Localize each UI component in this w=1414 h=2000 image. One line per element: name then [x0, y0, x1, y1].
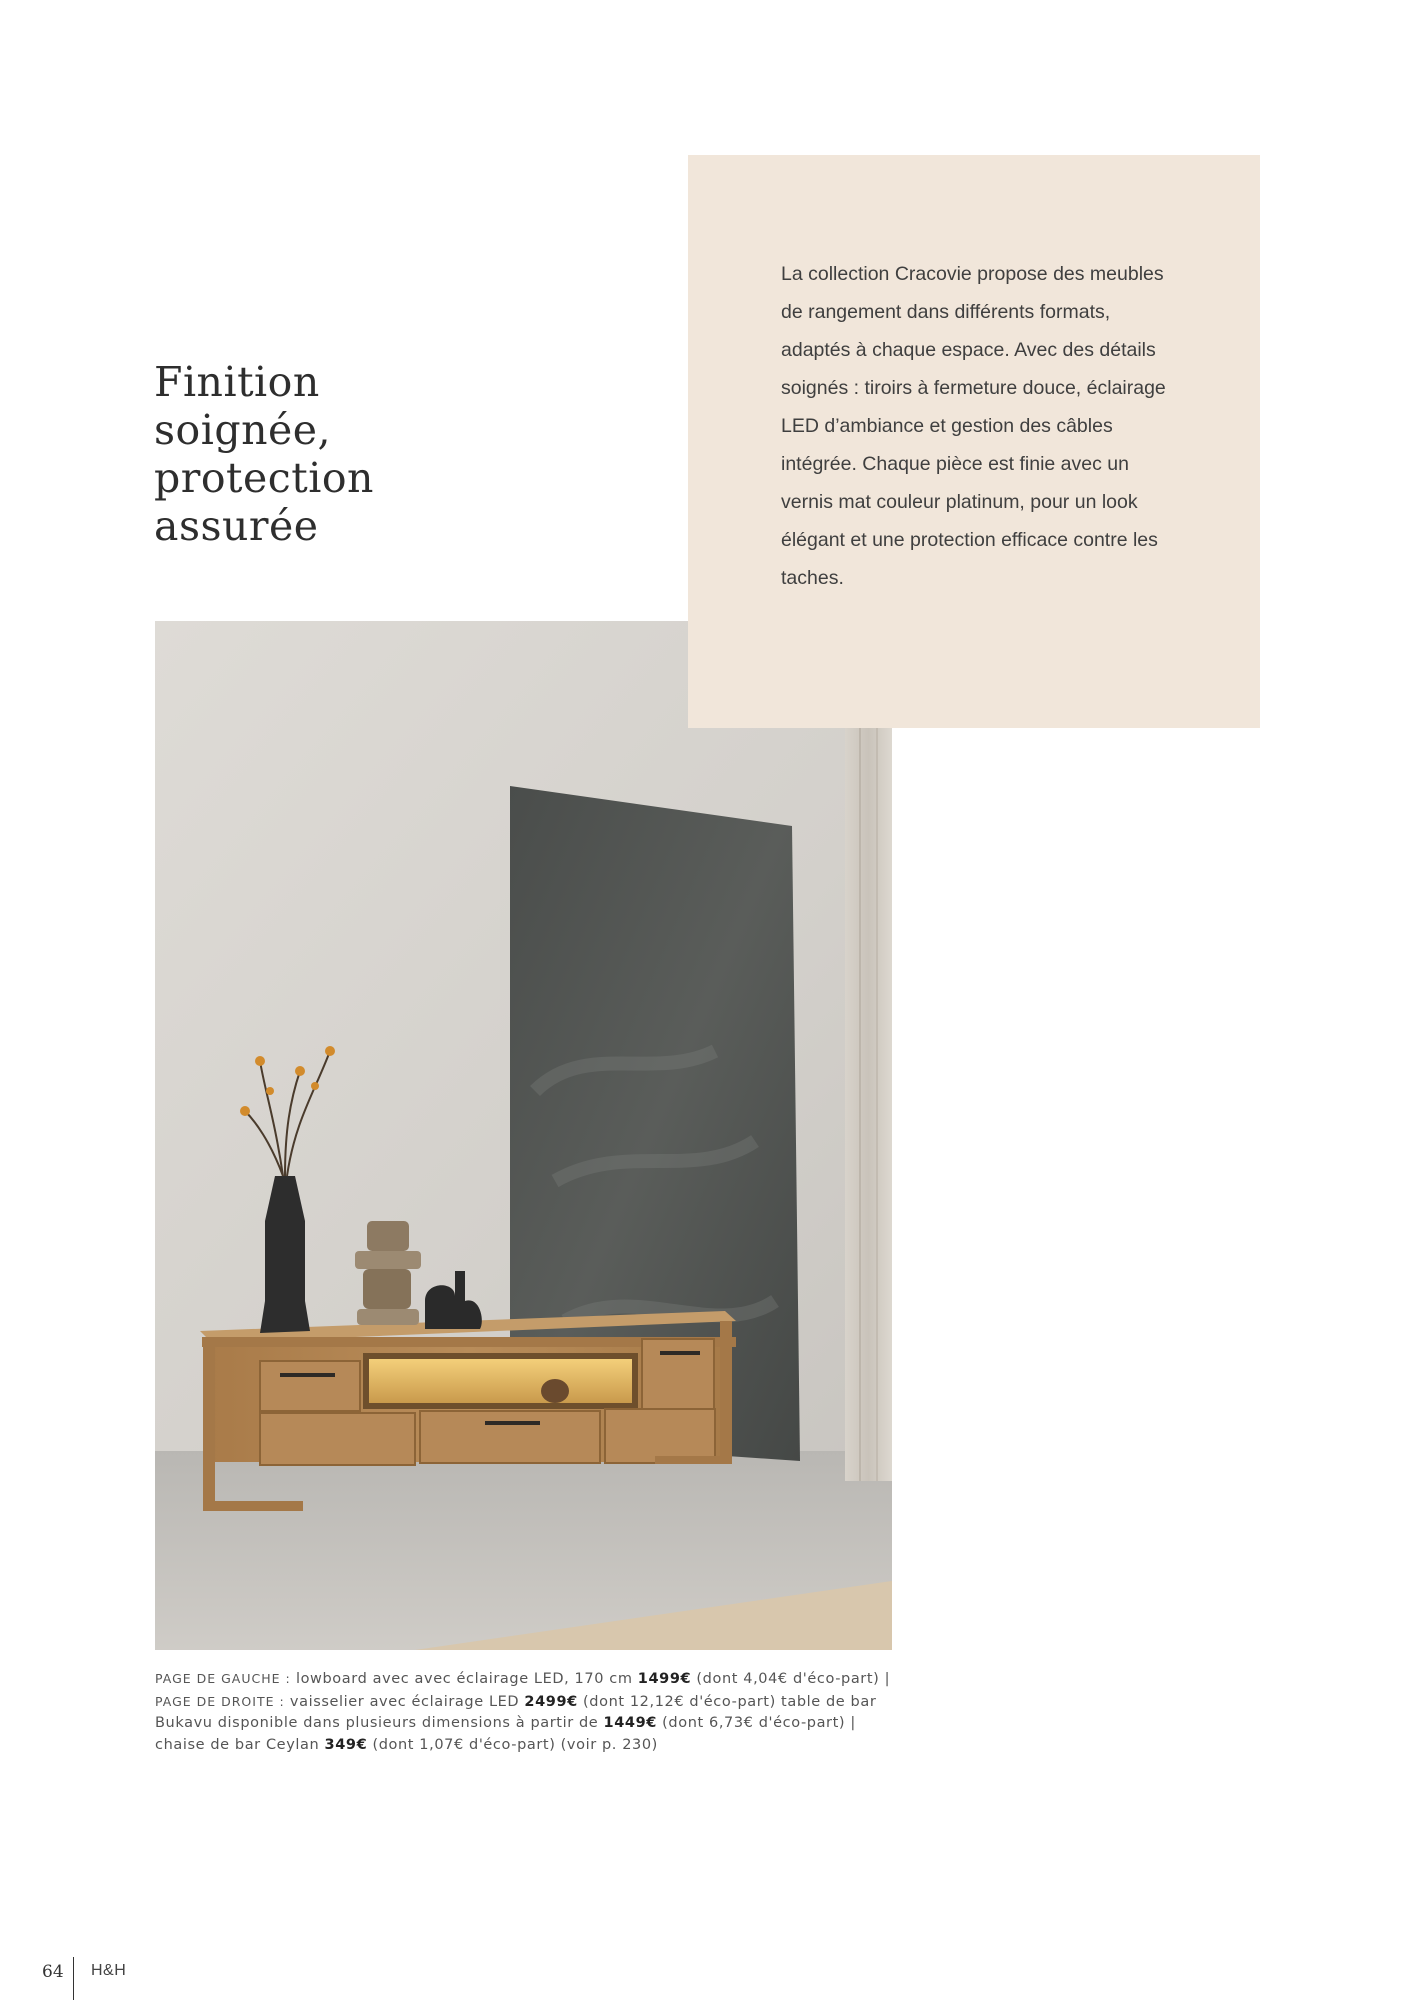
caption-left-price: 1499€ — [637, 1671, 692, 1687]
caption-chair-price: 349€ — [324, 1736, 368, 1753]
headline-line: assurée — [154, 502, 319, 550]
intro-box — [688, 155, 1260, 728]
headline — [154, 358, 454, 550]
caption-right-label: PAGE DE DROITE : — [155, 1693, 285, 1709]
photo-caption — [155, 1668, 895, 1756]
intro-text: La collection Cracovie propose des meubles de rangement dans différents formats, adaptés à chaque espace. Avec des détails soignés : tiroirs à fermeture douce, éclairage LED d’ambiance et gestion des câbles intégrée. Chaque pièce est finie avec un vernis mat couleur platinum, pour un look élégant et une protection efficace contre les taches. — [781, 263, 1166, 589]
page-number: 64 — [42, 1962, 64, 1982]
product-photo — [155, 621, 892, 1650]
caption-chair-eco: (dont 1,07€ d'éco-part) (voir p. 230) — [367, 1736, 658, 1753]
caption-table-eco: (dont 6,73€ d'éco-part) | chaise de bar Ceylan — [155, 1715, 856, 1753]
caption-left-eco: (dont 4,04€ d'éco-part) | — [691, 1671, 891, 1687]
caption-right-price: 2499€ — [524, 1693, 578, 1710]
brand-name: H&H — [91, 1962, 127, 1979]
footer-divider — [73, 1957, 74, 2000]
headline-line: protection — [154, 454, 374, 502]
caption-table-price: 1449€ — [603, 1715, 657, 1731]
caption-right-eco: (dont 12,12€ d'éco-part) table de bar Bukavu disponible dans plusieurs dimensions à partir de — [155, 1693, 877, 1731]
headline-line: soignée, — [154, 406, 332, 454]
headline-line: Finition — [154, 358, 320, 406]
caption-right-text: vaisselier avec éclairage LED — [284, 1693, 525, 1710]
caption-left-text: lowboard avec avec éclairage LED, 170 cm — [290, 1671, 638, 1687]
caption-left-label: PAGE DE GAUCHE : — [155, 1671, 291, 1686]
